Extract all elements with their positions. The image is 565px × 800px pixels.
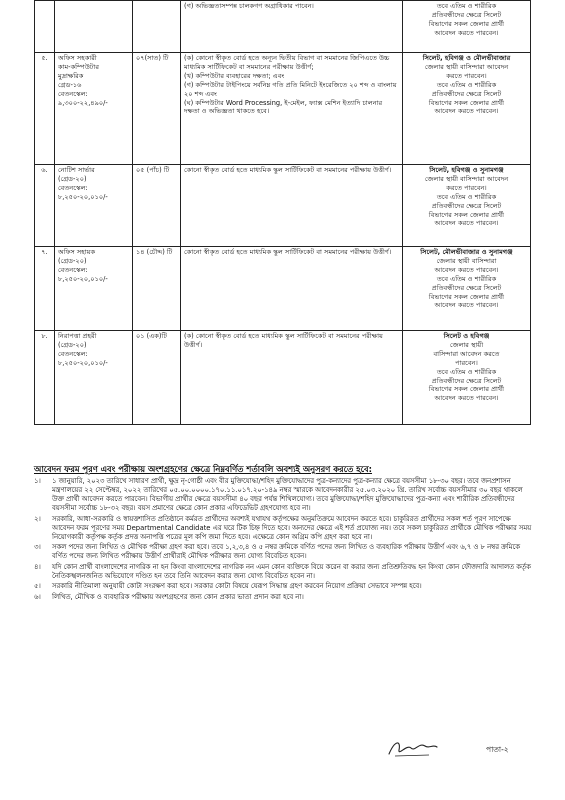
eligibility-text: জেলার স্থায়ী বাসিন্দারা আবেদন করতে পারবেন। তবে এতিম ও শারীরিক প্রতিবন্ধীদের ক্ষেত্রে সিলেট বিভাগের সকল জেলার প্রার্থী আবেদন করতে পারবেন। bbox=[428, 256, 505, 310]
eligibility-cell bbox=[403, 247, 531, 331]
condition-number: ৪। bbox=[34, 562, 41, 571]
condition-number: ৬। bbox=[34, 592, 41, 601]
eligibility-cell bbox=[403, 331, 531, 425]
condition-text: ১ জানুয়ারি, ২০২৩ তারিখে সাধারণ প্রার্থী, ক্ষুদ্র নৃ-গোষ্ঠী এবং বীর মুক্তিযোদ্ধা/শহিদ মুক্তিযোদ্ধাদের পুত্র-কন্যাদের পুত্র-কন্যার ক্ষেত্রে বয়সসীমা ১৮-৩০ বছর। তবে জনপ্রশাসন মন্ত্রণালয়ের ২২ সেপ্টেম্বর, ২০২২ তারিখের ০৫.০০.০০০০.১৭০.১১.০১৭.২০-১৪৯ নম্বর স্মারকে আবেদনকারীর ২৫.০৩.২০২০ খ্রি. তারিখ সর্বোচ্চ বয়সসীমার ৩০ বছর থাকলে উক্ত প্রার্থী আবেদন করতে পারবেন। বিভাগীয় প্রার্থীর ক্ষেত্রে বয়সসীমা ৪০ বছর পর্যন্ত শিথিলযোগ্য। তবে মুক্তিযোদ্ধা/শহিদ মুক্তিযোদ্ধাদের পুত্র-কন্যা এবং শারীরিক প্রতিবন্ধীদের বয়সসীমা সর্বোচ্চ ১৮-৩২ বছর। বয়স প্রমাণের ক্ষেত্রে কোন প্রকার এফিডেভিট গ্রহণযোগ্য হবে না। bbox=[52, 477, 523, 512]
page-number: পাতা-২ bbox=[486, 745, 509, 754]
condition-number: ৫। bbox=[34, 582, 41, 590]
condition-item bbox=[34, 477, 532, 513]
count-cell: ০৫ (পাঁচ) টি bbox=[133, 165, 181, 247]
table-row bbox=[35, 1, 531, 53]
post-cell: নোটিশ সার্ভার (গ্রেড-২০) বেতনস্কেল: ৮,২৫০-২০,০১০/- bbox=[55, 165, 133, 247]
requirement-cell: কোনো স্বীকৃত বোর্ড হতে মাধ্যমিক স্কুল সার্টিফিকেট বা সমমানের পরীক্ষায় উত্তীর্ণ। bbox=[181, 247, 403, 331]
condition-item bbox=[34, 543, 532, 561]
condition-item bbox=[34, 515, 532, 542]
eligibility-cell: তবে এতিম ও শারীরিক প্রতিবন্ধীদের ক্ষেত্রে সিলেট বিভাগের সকল জেলার প্রার্থী আবেদন করতে পারবেন। bbox=[403, 1, 531, 53]
post-cell: নিরাপত্তা প্রহরী (গ্রেড-২০) বেতনস্কেল: ৮,২৫০-২০,০১০/- bbox=[55, 331, 133, 425]
requirement-item: (ক) কোনো স্বীকৃত বোর্ড হতে অন্যূন দ্বিতীয় বিভাগ বা সমমানের জিপিএতে উচ্চ মাধ্যমিক সার্টিফিকেট বা সমমানের পরীক্ষায় উত্তীর্ণ; bbox=[184, 54, 390, 71]
condition-text: সরকারি, আধা-সরকারি ও স্বায়ত্তশাসিত প্রতিষ্ঠানে কর্মরত প্রার্থীদের অবশ্যই যথাযথ কর্তৃপক্ষের অনুমতিক্রমে আবেদন করতে হবে। চাকুরিরত প্রার্থীদের সকল শর্ত পূরণ সাপেক্ষে আবেদন ফরম পূরণের সময় Departmental Candidate এর ঘরে টিক চিহ্ন দিতে হবে। অন্যদের ক্ষেত্রে এই শর্ত প্রযোজ্য নয়। তবে সকল চাকুরিরত প্রার্থীকে মৌখিক পরীক্ষার সময় নিয়োগকারী কর্তৃপক্ষ কর্তৃক প্রদত্ত অনাপত্তি পত্রের মূল কপি জমা দিতে হবে। এক্ষেত্রে কোন অগ্রিম কপি গ্রহণ করা হবে না। bbox=[52, 514, 532, 541]
count-cell: ০১ (এক)টি bbox=[133, 331, 181, 425]
serial-cell: ৫. bbox=[35, 53, 55, 165]
table-row bbox=[35, 53, 531, 165]
condition-number: ১। bbox=[34, 477, 41, 485]
condition-item bbox=[34, 563, 532, 581]
requirement-item: (ঘ) কম্পিউটার Word Processing, ই-মেইল, ফ্যাক্স মেশিন ইত্যাদি চালনার দক্ষতা ও অভিজ্ঞতা থাকতে হবে। bbox=[184, 98, 383, 116]
requirement-cell: কোনো স্বীকৃত বোর্ড হতে মাধ্যমিক স্কুল সার্টিফিকেট বা সমমানের পরীক্ষায় উত্তীর্ণ। bbox=[181, 165, 403, 247]
eligibility-districts: সিলেট, হবিগঞ্জ ও মৌলভীবাজার bbox=[422, 54, 511, 62]
job-posts-table bbox=[34, 0, 531, 425]
eligibility-text: জেলার স্থায়ী বাসিন্দারা আবেদন করতে পারবেন। তবে এতিম ও শারীরিক প্রতিবন্ধীদের ক্ষেত্রে সিলেট বিভাগের সকল জেলার প্রার্থী আবেদন করতে পারবেন। bbox=[428, 340, 505, 403]
serial-cell: ৬. bbox=[35, 165, 55, 247]
table-row bbox=[35, 247, 531, 331]
signature-mark bbox=[385, 736, 441, 762]
eligibility-cell bbox=[403, 53, 531, 165]
condition-item bbox=[34, 593, 532, 602]
serial-cell: ৭. bbox=[35, 247, 55, 331]
post-cell: অফিস সহকারী কাম-কম্পিউটার মুদ্রাক্ষরিক গ্রেড-১৬ বেতনস্কেল: ৯,৩০০-২২,৪৯০/- bbox=[55, 53, 133, 165]
requirement-cell bbox=[181, 53, 403, 165]
condition-text: সরকারি নীতিমালা অনুযায়ী কোটা সংরক্ষণ করা হবে। সরকার কোটা বিষয়ে যেরূপ সিদ্ধান্ত গ্রহণ করবেন নিয়োগ প্রক্রিয়া সেভাবে সম্পন্ন হবে। bbox=[52, 582, 422, 590]
requirement-cell: (গ) অভিজ্ঞতাসম্পন্ন চালকগণ অগ্রাধিকার পাবেন। bbox=[181, 1, 403, 53]
table-row bbox=[35, 331, 531, 425]
requirement-item: (খ) কম্পিউটার ব্যবহারের দক্ষতা; এবং bbox=[184, 71, 285, 80]
condition-number: ৩। bbox=[34, 543, 41, 551]
eligibility-districts: সিলেট ও হবিগঞ্জ bbox=[443, 332, 490, 340]
condition-text: সকল পদের জন্য লিখিত ও মৌখিক পরীক্ষা গ্রহণ করা হবে। তবে ১,২,৩,৪ ও ৫ নম্বর ক্রমিকে বর্ণিত পদের জন্য লিখিত ও ব্যবহারিক পরীক্ষায় উত্তীর্ণ এবং ৬,৭ ও ৮ নম্বর ক্রমিকে বর্ণিত পদের জন্য লিখিত পরীক্ষায় উত্তীর্ণ প্রার্থীরাই মৌখিক পরীক্ষার জন্য যোগ্য বিবেচিত হবেন। bbox=[52, 543, 520, 560]
count-cell: ০৭(সাত) টি bbox=[133, 53, 181, 165]
count-cell: ১৪ (চৌদ্দ) টি bbox=[133, 247, 181, 331]
post-cell: অফিস সহায়ক (গ্রেড-২০) বেতনস্কেল: ৮,২৫০-২০,০১০/- bbox=[55, 247, 133, 331]
eligibility-text: জেলার স্থায়ী বাসিন্দারা আবেদন করতে পারবেন। তবে এতিম ও শারীরিক প্রতিবন্ধীদের ক্ষেত্রে সিলেট বিভাগের সকল জেলার প্রার্থী আবেদন করতে পারবেন। bbox=[424, 174, 509, 228]
table-row bbox=[35, 165, 531, 247]
condition-text: লিখিত, মৌখিক ও ব্যবহারিক পরীক্ষায় অংশগ্রহণের জন্য কোন প্রকার ভাতা প্রদান করা হবে না। bbox=[52, 592, 304, 601]
eligibility-districts: সিলেট, হবিগঞ্জ ও সুনামগঞ্জ bbox=[429, 166, 504, 174]
condition-text: যদি কোন প্রার্থী বাংলাদেশের নাগরিক না হন কিংবা বাংলাদেশের নাগরিক নন এমন কোন ব্যক্তিকে বিয়ে করেন বা করার জন্য প্রতিশ্রুতিবদ্ধ হন কিংবা কোন ফৌজদারি আদালত কর্তৃক নৈতিকস্খলনজনিত অভিযোগে দণ্ডিত হন তবে তিনি আবেদন করার জন্য যোগ্য বিবেচিত হবেন না। bbox=[52, 562, 531, 580]
condition-number: ২। bbox=[34, 514, 41, 523]
requirement-cell: (ক) কোনো স্বীকৃত বোর্ড হতে মাধ্যমিক স্কুল সার্টিফিকেট বা সমমানের পরীক্ষায় উত্তীর্ণ। bbox=[181, 331, 403, 425]
eligibility-districts: সিলেট, মৌলভীবাজার ও সুনামগঞ্জ bbox=[420, 248, 513, 256]
condition-item bbox=[34, 582, 532, 591]
requirement-item: (গ) কম্পিউটার টাইপিংয়ে সর্বনিম্ন গতি প্রতি মিনিটে ইংরেজিতে ২০ শব্দ ও বাংলায় ২০ শব্দ এবং bbox=[184, 80, 397, 98]
conditions-list bbox=[34, 477, 532, 603]
eligibility-cell bbox=[403, 165, 531, 247]
conditions-heading: আবেদন ফরম পূরণ এবং পরীক্ষায় অংশগ্রহণের ক্ষেত্রে নিম্নবর্ণিত শর্তাবলি অবশ্যই অনুসরণ করতে হবে: bbox=[34, 464, 373, 474]
eligibility-text: জেলার স্থায়ী বাসিন্দারা আবেদন করতে পারবেন। তবে এতিম ও শারীরিক প্রতিবন্ধীদের ক্ষেত্রে সিলেট বিভাগের সকল জেলার প্রার্থী আবেদন করতে পারবেন। bbox=[424, 62, 509, 116]
serial-cell: ৮. bbox=[35, 331, 55, 425]
